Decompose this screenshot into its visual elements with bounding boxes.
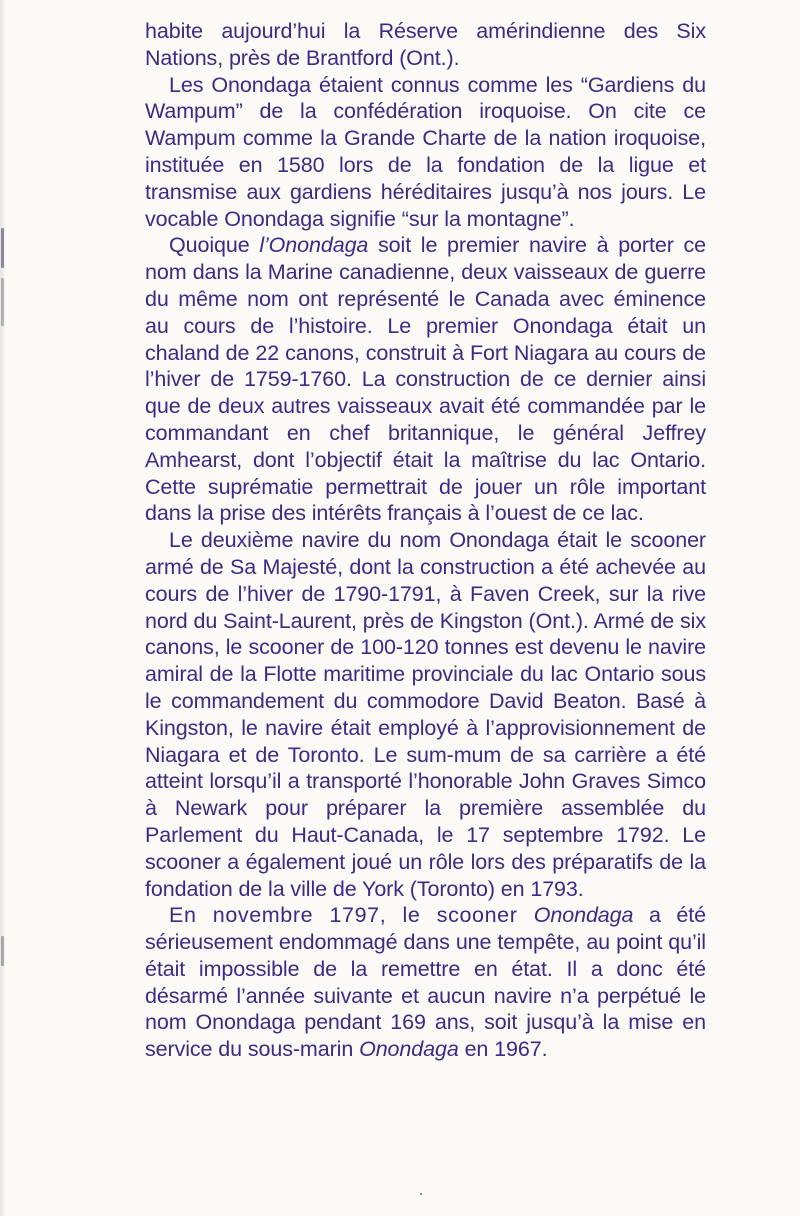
binding-mark xyxy=(1,936,4,966)
binding-mark xyxy=(1,278,4,326)
ship-name-italic: Onondaga xyxy=(533,903,634,928)
text-run: Les Onondaga étaient connus comme les “Gardiens du Wampum” de la confédération iroquoise. On cite ce Wampum comme la Grande Charte de la nation iroquoise, instituée en 1580 lors de la fondation de la ligue et transmise aux gardiens héréditaires jusqu’à nos jours. Le vocable Onondaga signifie “sur la montagne”. xyxy=(145,72,706,231)
binding-mark xyxy=(1,228,4,268)
text-run: En novembre 1797, le scooner xyxy=(169,903,534,928)
text-run: habite aujourd’hui la Réserve amérindienne des Six Nations, près de Brantford (Ont.). xyxy=(145,19,706,70)
paragraph-first-onondaga xyxy=(145,232,706,527)
text-run: soit le premier navire à porter ce nom dans la Marine canadienne, deux vaisseaux de guerre du même nom ont représenté le Canada avec éminence au cours de l’histoire. Le premier Onondaga était un chaland de 22 canons, construit à Fort Niagara au cours de l’hiver de 1759-1760. La construction de ce dernier ainsi que de deux autres vaisseaux avait été commandée par le commandant en chef britannique, le général Jeffrey Amhearst, dont l’objectif était la maîtrise du lac Ontario. Cette suprématie permettrait de jouer un rôle important dans la prise des intérêts français à l’ouest de ce lac. xyxy=(145,233,706,526)
body-text xyxy=(145,18,706,1063)
paragraph-storm-damage xyxy=(145,902,706,1063)
text-run: a été sérieusement endommagé dans une tempête, au point qu’il était impossible de la remettre en état. Il a donc été désarmé l’année suivante et aucun navire n’a perpétué le nom Onondaga pendant 169 ans, soit jusqu’à la mise en service du sous-marin xyxy=(145,903,706,1062)
paper-speck xyxy=(420,1193,422,1195)
ship-name-italic: l’Onondaga xyxy=(259,233,369,258)
paragraph-continuation xyxy=(145,18,706,72)
text-run: Le deuxième navire du nom Onondaga était le scooner armé de Sa Majesté, dont la construction a été achevée au cours de l’hiver de 1790-1791, à Faven Creek, sur la rive nord du Saint-Laurent, près de Kingston (Ont.). Armé de six canons, le scooner de 100-120 tonnes est devenu le navire amiral de la Flotte maritime provinciale du lac Ontario sous le commandement du commodore David Beaton. Basé à Kingston, le navire était employé à l’approvisionnement de Niagara et de Toronto. Le sum-mum de sa carrière a été atteint lorsqu’il a transporté l’honorable John Graves Simco à Newark pour préparer la première assemblée du Parlement du Haut-Canada, le 17 septembre 1792. Le scooner a également joué un rôle lors des préparatifs de la fondation de la ville de York (Toronto) en 1793. xyxy=(145,528,706,901)
paragraph-second-onondaga xyxy=(145,527,706,902)
ship-name-italic: Onondaga xyxy=(359,1037,459,1062)
page-binding-edge xyxy=(0,0,6,1216)
text-run: en 1967. xyxy=(458,1037,548,1062)
text-run: Quoique xyxy=(169,233,260,258)
paragraph-wampum-guardians xyxy=(145,72,706,233)
